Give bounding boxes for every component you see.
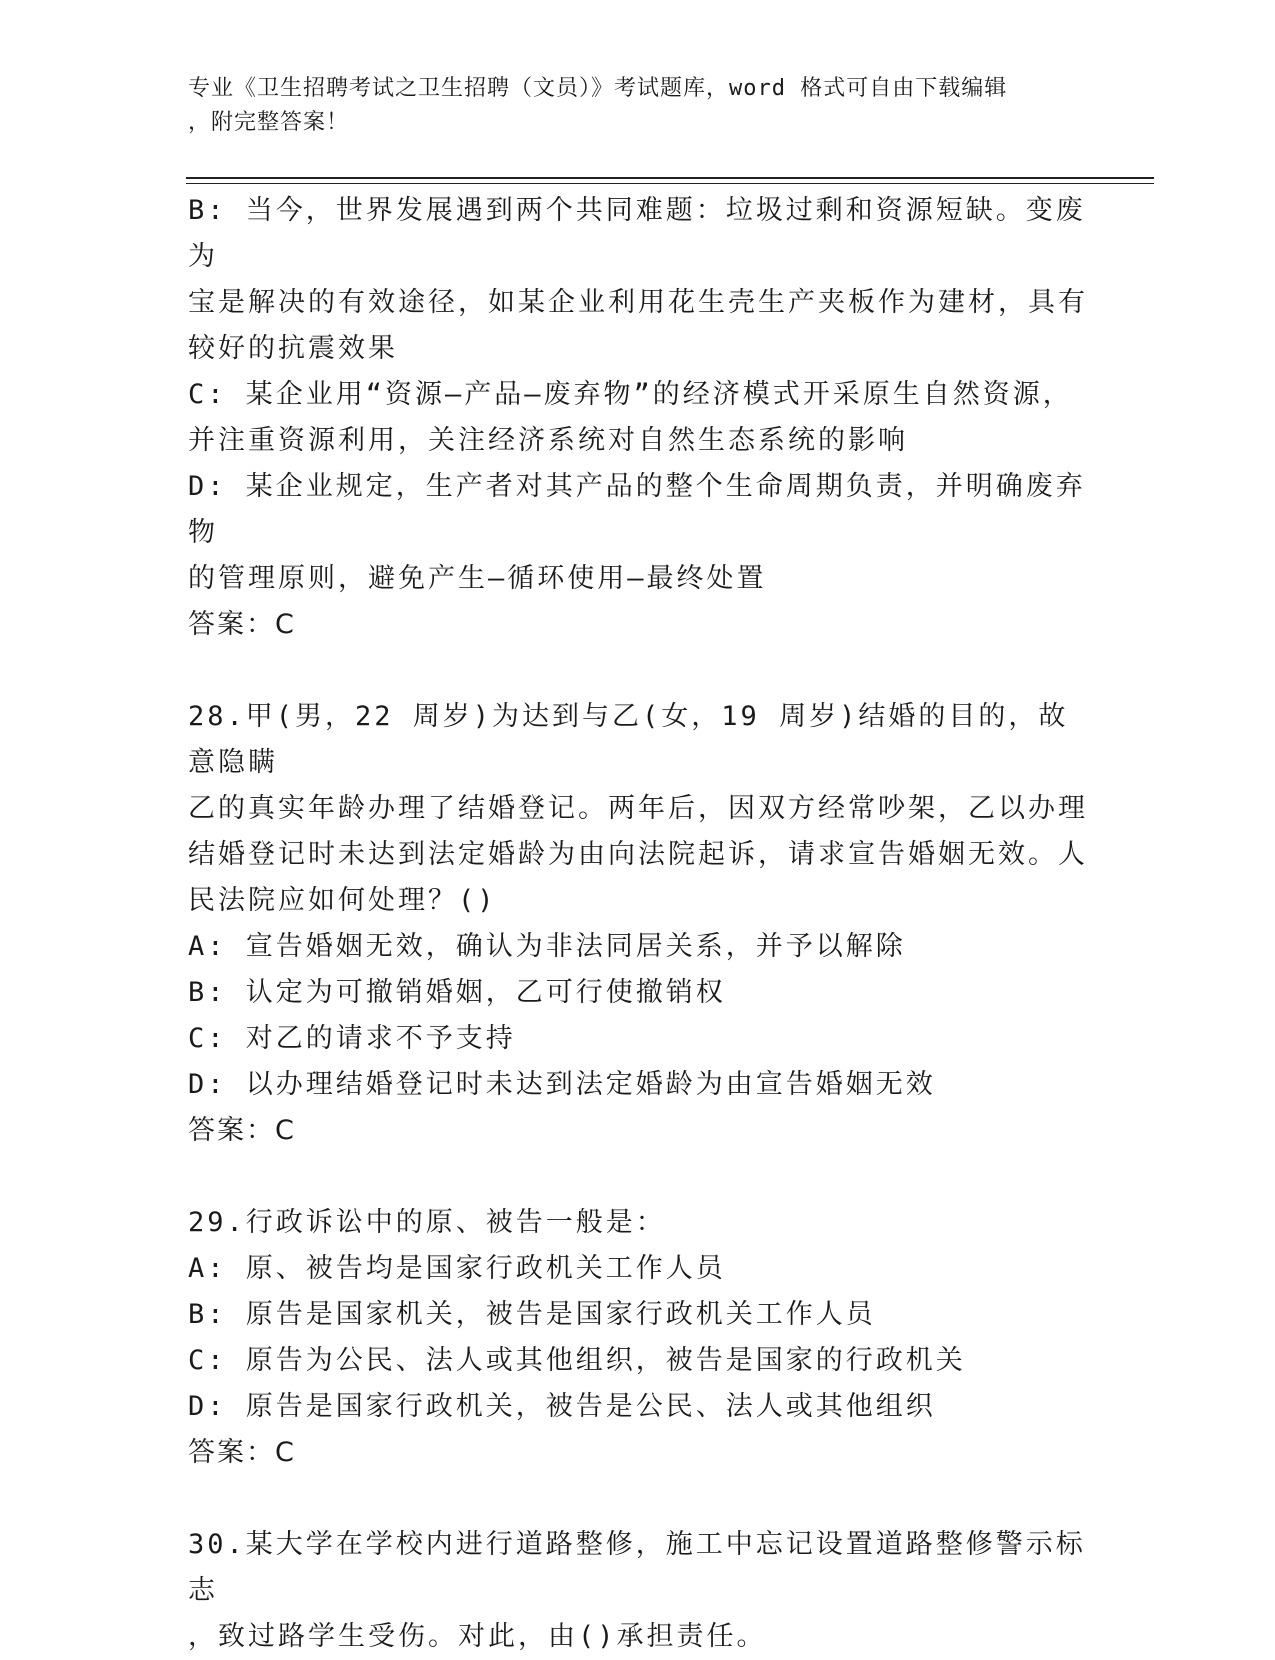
q30-stem-line-2: ，致过路学生受伤。对此，由()承担责任。 [188,1621,767,1652]
header-line-1: 专业《卫生招聘考试之卫生招聘（文员）》考试题库，word 格式可自由下载编辑 [188,76,1008,101]
q28-option-d: D: 以办理结婚登记时未达到法定婚龄为由宣告婚姻无效 [188,1069,936,1100]
q27-option-d-line-1: D: 某企业规定，生产者对其产品的整个生命周期负责，并明确废弃物 [188,471,1086,548]
header-line-2: ，附完整答案！ [188,110,350,135]
q28-stem-line-3: 结婚登记时未达到法定婚龄为由向法院起诉，请求宣告婚姻无效。人 [188,839,1088,870]
q28-option-a: A: 宣告婚姻无效，确认为非法同居关系，并予以解除 [188,931,906,962]
q29-option-d: D: 原告是国家行政机关，被告是公民、法人或其他组织 [188,1391,936,1422]
q29-answer: 答案：C [188,1437,296,1468]
q28-option-b: B: 认定为可撤销婚姻，乙可行使撤销权 [188,977,726,1008]
q29-option-c: C: 原告为公民、法人或其他组织，被告是国家的行政机关 [188,1345,966,1376]
spacer [188,648,1088,694]
question-29 [188,1200,1088,1476]
header-rule-thin [186,183,1154,184]
q27-option-d-line-2: 的管理原则，避免产生—循环使用—最终处置 [188,563,767,594]
q28-option-c: C: 对乙的请求不予支持 [188,1023,516,1054]
q27-option-b-line-2: 宝是解决的有效途径，如某企业利用花生壳生产夹板作为建材，具有 [188,287,1088,318]
q27-option-b-line-3: 较好的抗震效果 [188,333,398,364]
q29-stem: 29.行政诉讼中的原、被告一般是： [188,1207,666,1238]
question-27 [188,188,1088,648]
document-body [188,188,1088,1660]
spacer [188,1476,1088,1522]
q27-option-b-line-1: B: 当今，世界发展遇到两个共同难题：垃圾过剩和资源短缺。变废为 [188,195,1086,272]
q28-stem-line-1: 28.甲(男，22 周岁)为达到与乙(女，19 周岁)结婚的目的，故意隐瞒 [188,701,1069,778]
q28-stem-line-2: 乙的真实年龄办理了结婚登记。两年后，因双方经常吵架，乙以办理 [188,793,1088,824]
question-28 [188,694,1088,1154]
q27-option-c-line-2: 并注重资源利用，关注经济系统对自然生态系统的影响 [188,425,908,456]
q29-option-a: A: 原、被告均是国家行政机关工作人员 [188,1253,726,1284]
q28-stem-line-4: 民法院应如何处理？() [188,885,497,916]
q28-answer: 答案：C [188,1115,296,1146]
document-header [188,72,1088,140]
header-rule-thick [186,177,1154,179]
q27-answer: 答案：C [188,609,296,640]
question-30 [188,1522,1088,1660]
q27-option-c-line-1: C: 某企业用“资源—产品—废弃物”的经济模式开采原生自然资源， [188,379,1073,410]
spacer [188,1154,1088,1200]
q29-option-b: B: 原告是国家机关，被告是国家行政机关工作人员 [188,1299,876,1330]
q30-stem-line-1: 30.某大学在学校内进行道路整修，施工中忘记设置道路整修警示标志 [188,1529,1086,1606]
